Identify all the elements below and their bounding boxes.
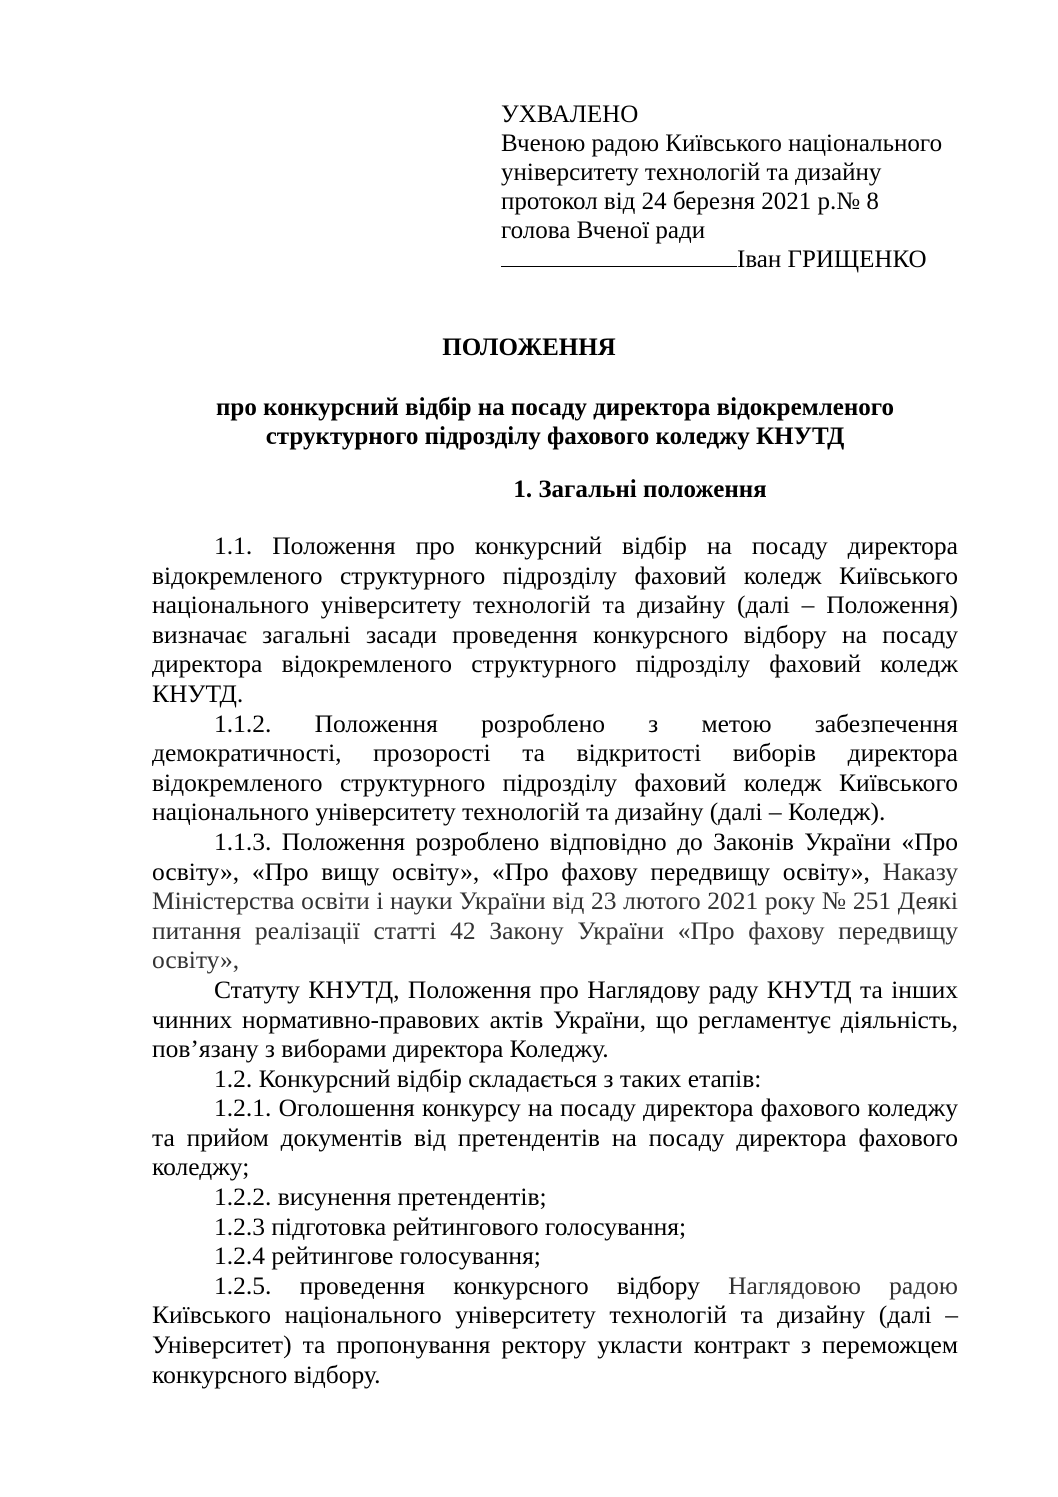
paragraph-1-1-3-laws: 1.1.3. Положення розроблено відповідно до Законів України «Про освіту», «Про вищу освіту», «Про фахову передвищу освіту», — [152, 826, 958, 886]
paragraph-1-2-5-end: Київського національного університету технологій та дизайну (далі – Університет) та пропонування ректору укласти контракт з переможцем конкурсного відбору. — [152, 1300, 958, 1389]
section-heading: 1. Загальні положення — [513, 476, 767, 503]
paragraph-1-2-3: 1.2.3 підготовка рейтингового голосування; — [214, 1211, 687, 1241]
approval-block — [501, 100, 961, 274]
approval-heading: УХВАЛЕНО — [501, 101, 639, 128]
paragraph-1-2-5-start: 1.2.5. проведення конкурсного відбору — [214, 1270, 700, 1300]
paragraph-1-2-2: 1.2.2. висунення претендентів; — [214, 1182, 547, 1212]
paragraph-1-1-3-continued: Статуту КНУТД, Положення про Наглядову раду КНУТД та інших чинних нормативно-правових актів України, що регламентує діяльність, пов’язану з виборами директора Коледжу. — [152, 974, 958, 1064]
signatory-name: Іван ГРИЩЕНКО — [737, 246, 927, 273]
document-body — [152, 531, 958, 1389]
approval-line: університету технологій та дизайну — [501, 159, 882, 186]
document-subtitle: про конкурсний відбір на посаду директора відокремленого структурного підрозділу фахового коледжу КНУТД — [216, 394, 894, 450]
approval-line: Вченою радою Київського національного — [501, 130, 943, 157]
signature-line — [501, 246, 737, 267]
signature-row — [501, 245, 961, 274]
paragraph-1-1-3 — [152, 827, 958, 975]
paragraph-1-2: 1.2. Конкурсний відбір складається з таких етапів: — [214, 1063, 762, 1093]
approval-line: протокол від 24 березня 2021 р.№ 8 — [501, 188, 879, 215]
document-title: ПОЛОЖЕННЯ — [442, 334, 616, 361]
paragraph-1-2-5-board: Наглядовою радою — [699, 1270, 958, 1300]
approval-line: голова Вченої ради — [501, 217, 706, 244]
paragraph-1-2-5 — [152, 1271, 958, 1389]
paragraph-1-1: 1.1. Положення про конкурсний відбір на посаду директора відокремленого структурного підрозділу фаховий коледж Київського національного університету технологій та дизайну (далі – Положення) визначає загальні засади проведення конкурсного відбору на посаду директора відокремленого структурного підрозділу фаховий коледж КНУТД. — [152, 531, 958, 708]
paragraph-1-1-2: 1.1.2. Положення розроблено з метою забезпечення демократичності, прозорості та відкритості виборів директора відокремленого структурного підрозділу фаховий коледж Київського національного університету технологій та дизайну (далі – Коледж). — [152, 708, 958, 827]
paragraph-1-1-3-order: Наказу Міністерства освіти і науки України від 23 лютого 2021 року № 251 Деякі питання реалізації статті 42 Закону України «Про фахову передвищу освіту», — [152, 856, 959, 975]
paragraph-1-2-4: 1.2.4 рейтингове голосування; — [214, 1241, 541, 1271]
paragraph-1-2-1: 1.2.1. Оголошення конкурсу на посаду директора фахового коледжу та прийом документів від претендентів на посаду директора фахового коледжу; — [152, 1093, 958, 1182]
